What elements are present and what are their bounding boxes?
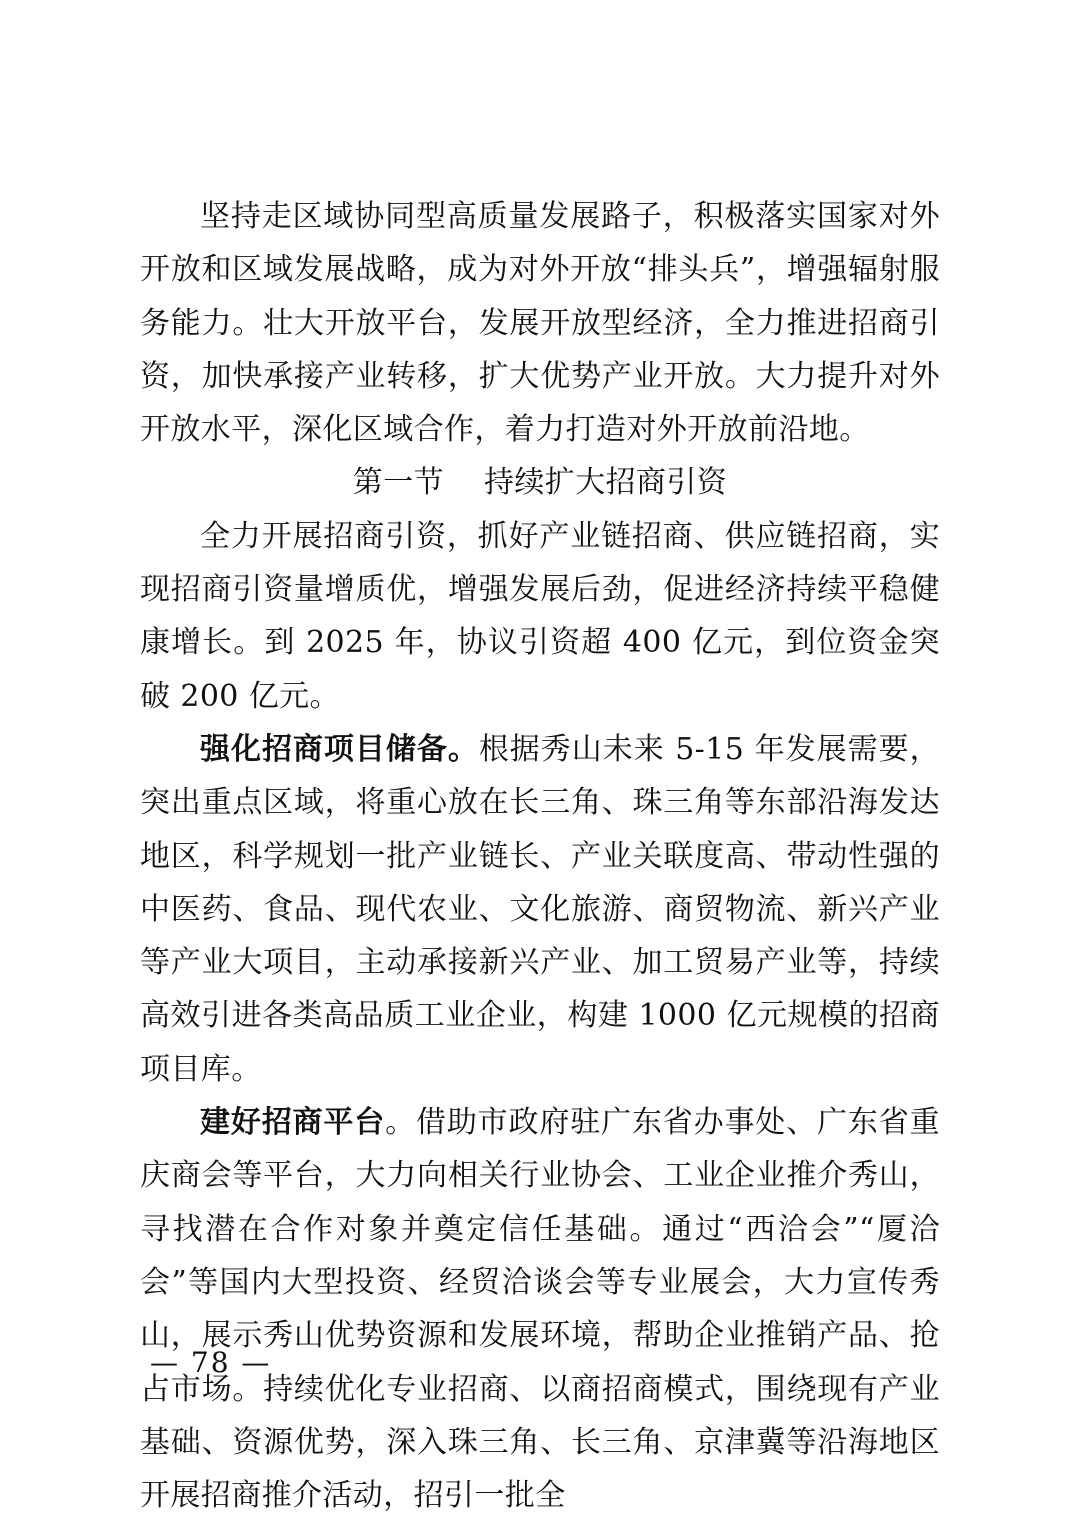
page-number: — 78 —	[150, 1346, 272, 1379]
paragraph-lead-investment-platform: 建好招商平台	[200, 1105, 386, 1141]
paragraph-investment-platform	[140, 1096, 940, 1522]
paragraph-body-investment-platform: 。借助市政府驻广东省办事处、广东省重庆商会等平台，大力向相关行业协会、工业企业推介秀山，寻找潜在合作对象并奠定信任基础。通过“西洽会”“厦洽会”等国内大型投资、经贸洽谈会等专业展会，大力宣传秀山，展示秀山优势资源和发展环境，帮助企业推销产品、抢占市场。持续优化专业招商、以商招商模式，围绕现有产业基础、资源优势，深入珠三角、长三角、京津冀等沿海地区开展招商推介活动，招引一批全	[140, 1105, 941, 1514]
paragraph-lead-project-reserve: 强化招商项目储备。	[200, 731, 479, 767]
paragraph-investment-target: 全力开展招商引资，抓好产业链招商、供应链招商，实现招商引资量增质优，增强发展后劲，促进经济持续平稳健康增长。到 2025 年，协议引资超 400 亿元，到位资金突破 200 亿元。	[140, 518, 940, 714]
paragraph-project-reserve	[140, 723, 940, 1096]
section-number: 第一节	[352, 465, 444, 501]
paragraph-intro: 坚持走区域协同型高质量发展路子，积极落实国家对外开放和区域发展战略，成为对外开放“排头兵”，增强辐射服务能力。壮大开放平台，发展开放型经济，全力推进招商引资，加快承接产业转移，扩大优势产业开放。大力提升对外开放水平，深化区域合作，着力打造对外开放前沿地。	[140, 199, 940, 448]
section-heading	[140, 456, 940, 509]
document-body	[140, 190, 940, 1522]
paragraph-body-project-reserve: 根据秀山未来 5-15 年发展需要，突出重点区域，将重心放在长三角、珠三角等东部沿海发达地区，科学规划一批产业链长、产业关联度高、带动性强的中医药、食品、现代农业、文化旅游、商贸物流、新兴产业等产业大项目，主动承接新兴产业、加工贸易产业等，持续高效引进各类高品质工业企业，构建 1000 亿元规模的招商项目库。	[140, 731, 940, 1087]
section-title: 持续扩大招商引资	[484, 465, 728, 501]
